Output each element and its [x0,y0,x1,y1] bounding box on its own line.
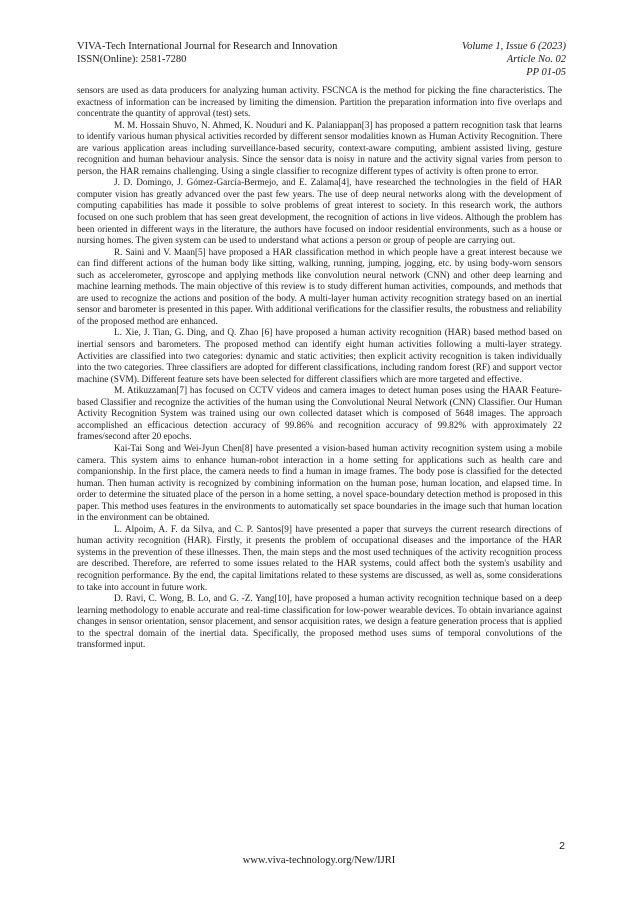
footer-url: www.viva-technology.org/New/IJRI [242,855,396,866]
body-text [77,86,562,652]
paragraph: L. Xie, J. Tian, G. Ding, and Q. Zhao [6] have proposed a human activity recognition (HAR) based method based on inertial sensors and barometers. The proposed method can identify eight human activities following a multi-layer strategy. Activities are classified into two categories: dynamic and static activities; then explicit activity recognition is taken individually into the two categories. Three classifiers are adopted for different classifications, including random forest (RF) and support vector machine (SVM). Different feature sets have been selected for different classifiers which are more targeted and effective. [77,328,562,385]
paragraph: sensors are used as data producers for analyzing human activity. FSCNCA is the method for picking the fine characteristics. The exactness of information can be increased by limiting the dimension. Partition the preparation information into five overlaps and concentrate the quantity of approval (test) sets. [77,86,562,120]
paragraph: R. Saini and V. Maan[5] have proposed a HAR classification method in which people have a great interest because we can find different actions of the human body like sitting, walking, running, jumping, jogging, etc. by using body-worn sensors such as accelerometer, gyroscope and applying methods like convolution neural network (CNN) and other deep learning and machine learning methods. The main objective of this review is to study different human activities, compounds, and methods that are used to recognize the actions and position of the body. A multi-layer human activity recognition strategy based on an inertial sensor and barometer is presented in this paper. With additional verifications for the classifier results, the robustness and reliability of the proposed method are enhanced. [77,247,562,327]
paragraph: L. Alpoim, A. F. da Silva, and C. P. Santos[9] have presented a paper that surveys the current research directions of human activity recognition (HAR). Firstly, it presents the problem of occupational diseases and the importance of the HAR systems in the prevention of these illnesses. Then, the main steps and the most used techniques of the activity recognition process are described. Therefore, are referred to some issues related to the HAR systems, could affect both the system's usability and recognition performance. By the end, the capital limitations related to these systems are discussed, as well as, some considerations to take into account in future work. [77,524,562,593]
volume-issue: Volume 1, Issue 6 (2023) [461,41,566,52]
issue-header [462,40,566,79]
paragraph: Kai-Tai Song and Wei-Jyun Chen[8] have presented a vision-based human activity recognition system using a mobile camera. This system aims to enhance human-robot interaction in a home setting for applications such as health care and companionship. In the first place, the camera needs to find a human in image frames. The body pose is classified for the detected human. Then human activity is recognized by combining information on the human pose, human location, and elapsed time. In order to determine the situated place of the person in a home setting, a novel space-boundary detection method is proposed in this paper. This method uses features in the environments to automatically set space boundaries in the image such that human location in the environment can be obtained. [77,443,562,524]
page-number: 2 [559,840,565,852]
article-number: Article No. 02 [506,54,566,65]
journal-header [77,40,337,66]
paragraph: J. D. Domingo, J. Gómez-García-Bermejo, and E. Zalama[4], have researched the technologies in the field of HAR computer vision has greatly advanced over the past few years. The use of deep neural networks along with the development of computing capabilities has made it possible to solve problems of great interest to society. In this research work, the authors focused on one such problem that has seen great development, the recognition of actions in live videos. Although the problem has been oriented in different ways in the literature, the authors have focused on indoor residential environments, such as a house or nursing homes. The given system can be used to understand what actions a person or group of people are carrying out. [77,178,562,247]
paragraph: D. Ravi, C. Wong, B. Lo, and G. -Z. Yang[10], have proposed a human activity recognition technique based on a deep learning methodology to enable accurate and real-time classification for low-power wearable devices. To obtain invariance against changes in sensor orientation, sensor placement, and sensor acquisition rates, we design a feature generation process that is applied to the spectral domain of the inertial data. Specifically, the proposed method uses sums of temporal convolutions of the transformed input. [77,594,562,651]
paragraph: M. M. Hossain Shuvo, N. Ahmed, K. Nouduri and K. Palaniappan[3] has proposed a pattern recognition task that learns to identify various human physical activities recorded by different sensor modalities known as Human Activity Recognition. There are various application areas including surveillance-based security, context-aware computing, ambient assisted living, gesture recognition and human behaviour analysis. Since the sensor data is noisy in nature and the activity signal varies from person to person, the HAR remains challenging. Using a single classifier to recognize different types of activity is often prone to error. [77,120,562,177]
journal-issn: ISSN(Online): 2581-7280 [77,54,187,65]
paragraph: M. Atikuzzaman[7] has focused on CCTV videos and camera images to detect human poses using the HAAR Feature-based Classifier and recognize the activities of the human using the Convolutional Neural Network (CNN) Classifier. Our Human Activity Recognition System was trained using our own collected dataset which is composed of 5648 images. The approach accomplished an efficacious detection accuracy of 99.86% and recognition accuracy of 99.82% with approximately 22 frames/second after 20 epochs. [77,386,562,443]
journal-title: VIVA-Tech International Journal for Research and Innovation [77,41,338,52]
page-range: PP 01-05 [526,67,566,78]
